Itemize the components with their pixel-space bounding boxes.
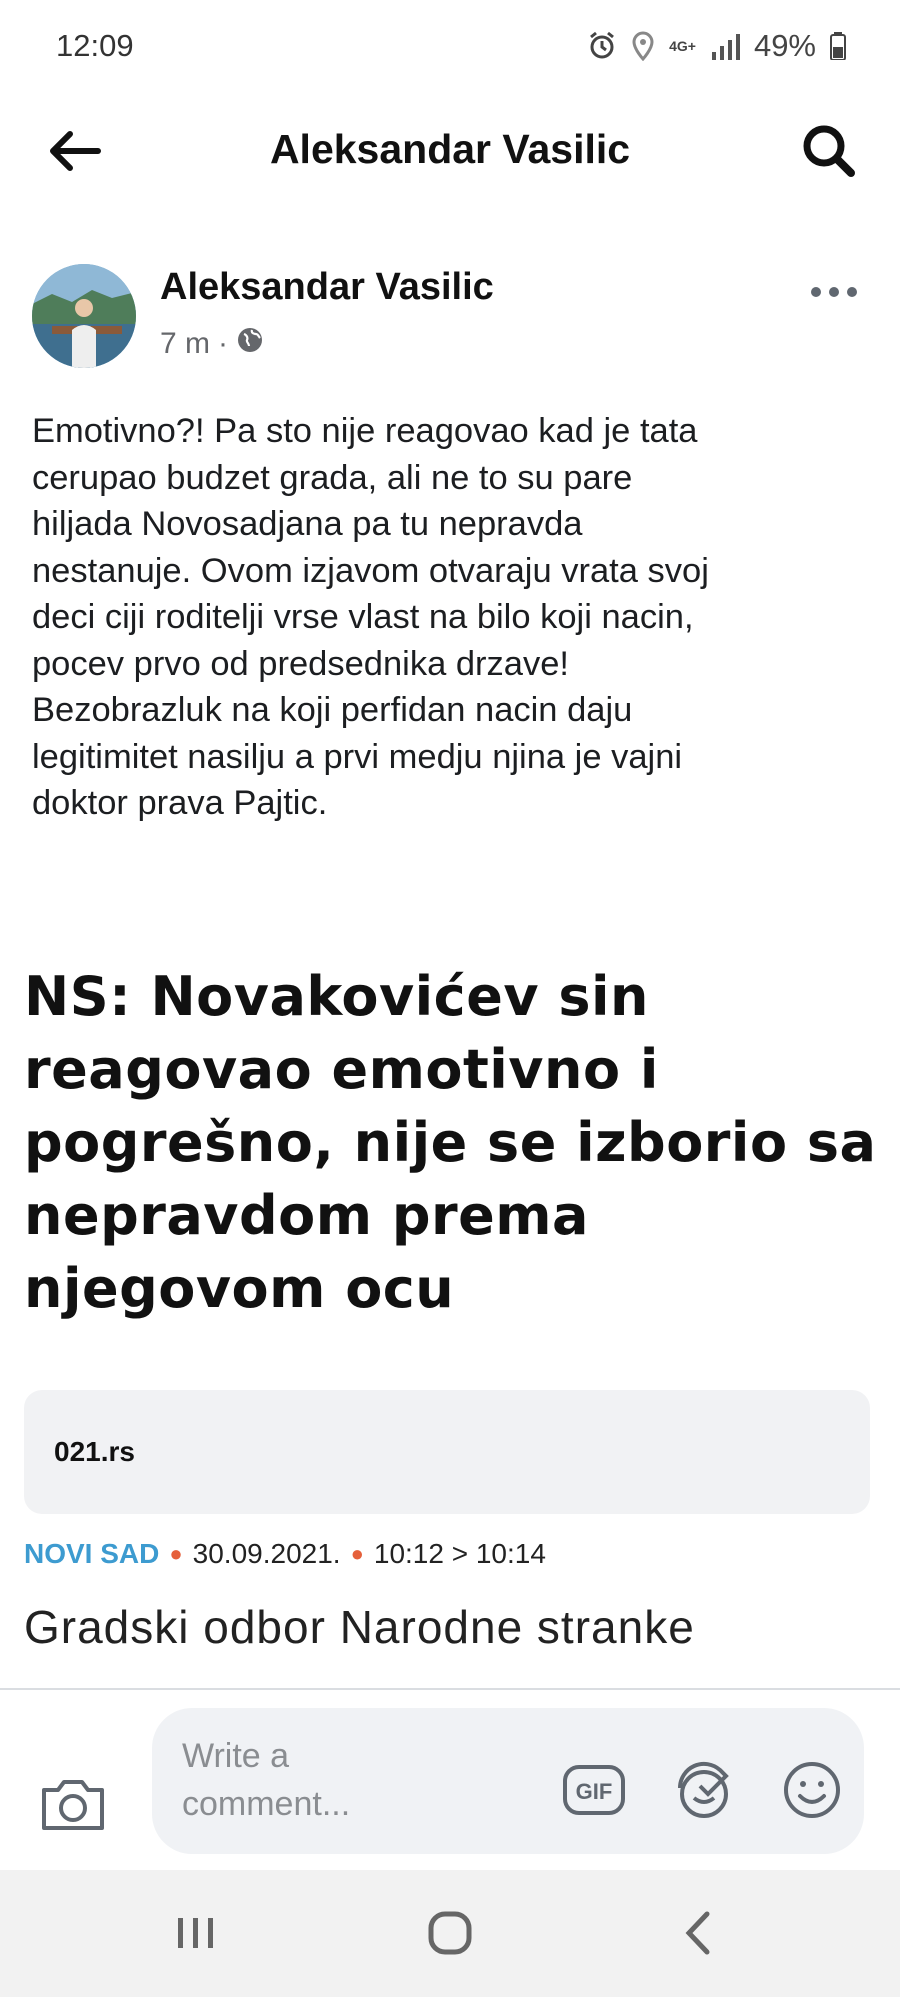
bullet-icon: ● — [169, 1541, 183, 1566]
post-meta — [160, 326, 264, 362]
gif-button[interactable] — [562, 1764, 626, 1816]
svg-text:GIF: GIF — [575, 1779, 613, 1804]
chevron-left-icon — [665, 1900, 735, 1966]
comment-placeholder: Write a comment... — [182, 1737, 351, 1823]
author-name[interactable]: Aleksandar Vasilic — [160, 266, 494, 308]
signal-icon — [710, 32, 740, 60]
post-header — [0, 250, 900, 380]
comment-input[interactable] — [152, 1708, 864, 1854]
link-preview-card[interactable] — [24, 1390, 870, 1514]
alarm-icon — [587, 31, 617, 61]
home-button[interactable] — [415, 1900, 485, 1966]
article-date: 30.09.2021. — [192, 1538, 341, 1569]
gif-icon — [562, 1764, 626, 1816]
bullet-icon: ● — [350, 1541, 364, 1566]
recent-apps-button[interactable] — [160, 1900, 230, 1966]
more-dots-icon — [804, 272, 864, 312]
emoji-icon — [782, 1760, 842, 1820]
avatar[interactable] — [32, 264, 136, 368]
article-lead: Gradski odbor Narodne stranke — [24, 1601, 695, 1653]
battery-level: 49% — [753, 28, 816, 63]
recent-apps-icon — [160, 1900, 230, 1966]
article-time: 10:12 > 10:14 — [373, 1538, 546, 1569]
top-bar — [0, 96, 900, 206]
status-bar — [0, 0, 900, 96]
sticker-icon — [672, 1758, 736, 1820]
emoji-button[interactable] — [782, 1760, 842, 1820]
post-time[interactable]: 7 m — [160, 327, 211, 360]
search-button[interactable] — [794, 116, 864, 186]
status-icons — [587, 28, 846, 64]
camera-button[interactable] — [38, 1772, 108, 1836]
system-nav-bar — [0, 1870, 900, 1997]
avatar-photo-icon — [32, 264, 136, 368]
meta-separator: · — [218, 327, 229, 360]
page-title: Aleksandar Vasilic — [269, 126, 631, 172]
location-icon — [631, 31, 655, 61]
home-icon — [415, 1900, 485, 1966]
search-icon — [794, 116, 864, 186]
more-options-button[interactable] — [804, 272, 864, 312]
status-time: 12:09 — [56, 28, 134, 63]
article-headline[interactable]: NS: Novakovićev sin reagovao emotivno i pogrešno, nije se izborio sa nepravdom prema njegovom ocu — [24, 965, 877, 1320]
network-type: 4G+ — [669, 38, 696, 54]
camera-icon — [38, 1772, 108, 1836]
link-domain: 021.rs — [54, 1436, 135, 1467]
battery-icon — [830, 32, 846, 60]
system-back-button[interactable] — [665, 1900, 735, 1966]
globe-icon — [236, 326, 264, 362]
comment-composer — [0, 1688, 900, 1872]
article-category: NOVI SAD — [24, 1538, 160, 1569]
sticker-button[interactable] — [672, 1758, 736, 1820]
article-meta — [24, 1538, 546, 1570]
post-text: Emotivno?! Pa sto nije reagovao kad je tata cerupao budzet grada, ali ne to su pare hiljada Novosadjana pa tu nepravda nestanuje. Ovom izjavom otvaraju vrata svoj deci ciji roditelji vrse vlast na bilo koji nacin, pocev prvo od predsednika drzave! Bezobrazluk na koji perfidan nacin daju legitimitet nasilju a prvi medju njina je vajni doktor prava Pajtic. — [32, 412, 709, 822]
